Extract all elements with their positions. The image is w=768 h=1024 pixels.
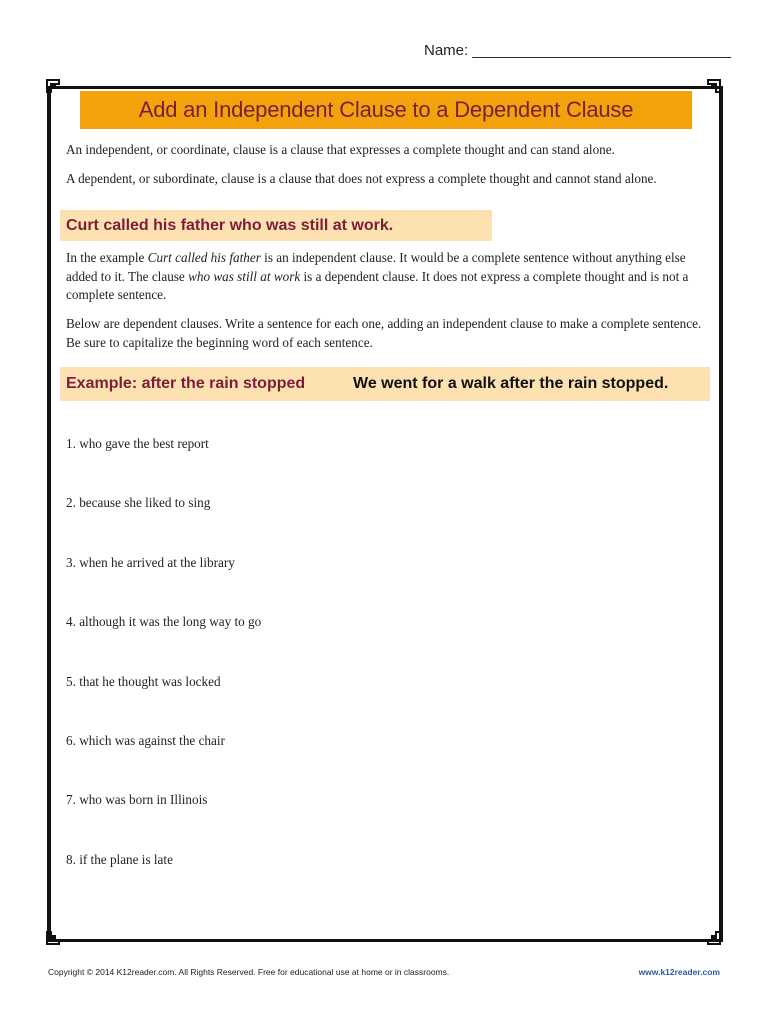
example-label: Example: after the rain stopped [66,375,306,392]
corner-ornament-top-left [45,78,61,94]
list-item: 4. although it was the long way to go [66,614,262,629]
explanation-part2: is an independent clause. It would be a complete sentence without anything else added to it. The clause [66,250,686,284]
corner-ornament-top-right [706,78,722,94]
example-answer: We went for a walk after the rain stopped. [353,375,669,392]
list-item: 1. who gave the best report [66,436,209,451]
name-line: Name: _______________________________ [424,42,731,59]
corner-ornament-bottom-right [706,930,722,946]
explanation-part1: In the example [66,250,148,265]
page-title: Add an Independent Clause to a Dependent Clause [80,91,692,129]
intro-independent: An independent, or coordinate, clause is a clause that expresses a complete thought and can stand alone. [66,142,615,157]
list-item: 3. when he arrived at the library [66,555,235,570]
list-item: 6. which was against the chair [66,733,225,748]
example-bar [60,367,710,401]
instructions: Below are dependent clauses. Write a sentence for each one, adding an independent clause to make a complete sentence. Be sure to capitalize the beginning word of each sentence. [66,316,702,350]
highlight-sentence: Curt called his father who was still at work. [60,210,492,241]
explanation-italic1: Curt called his father [147,250,261,265]
list-item: 2. because she liked to sing [66,495,211,510]
list-item: 8. if the plane is late [66,852,173,867]
list-item: 7. who was born in Illinois [66,792,208,807]
corner-ornament-bottom-left [45,930,61,946]
footer-url-link[interactable]: www.k12reader.com [638,967,720,977]
explanation [66,249,706,305]
intro-dependent: A dependent, or subordinate, clause is a clause that does not express a complete thought and cannot stand alone. [66,171,657,186]
footer-copyright: Copyright © 2014 K12reader.com. All Rights Reserved. Free for educational use at home or in classrooms. [48,967,450,977]
list-item: 5. that he thought was locked [66,674,221,689]
explanation-part3: is a dependent clause. It does not express a complete thought and is not a complete sentence. [66,268,689,302]
explanation-italic2: who was still at work [188,268,301,284]
